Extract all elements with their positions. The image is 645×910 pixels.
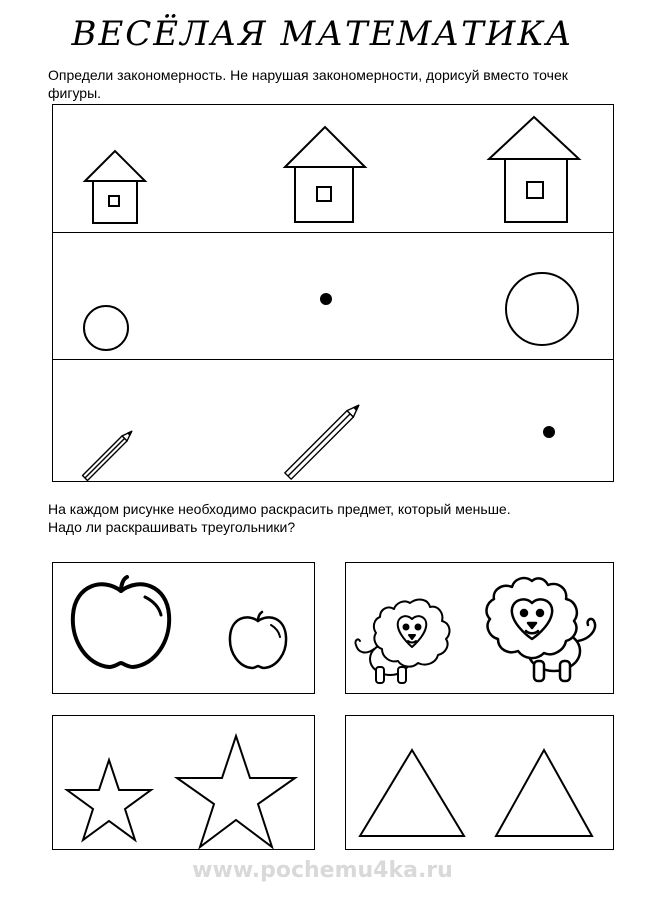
- task-2-line-2: Надо ли раскрашивать треугольники?: [48, 519, 296, 535]
- task-2-instruction: [48, 500, 618, 536]
- compare-box-apples: [52, 562, 315, 694]
- star-small-icon: [67, 760, 151, 840]
- task-1-instruction: Определи закономерность. Не нарушая закономерности, дорисуй вместо точек фигуры.: [48, 67, 568, 101]
- task-2-line-1: На каждом рисунке необходимо раскрасить предмет, который меньше.: [48, 501, 511, 517]
- lion-large-icon: [487, 578, 596, 681]
- page-title: ВЕСЁЛАЯ МАТЕМАТИКА: [71, 14, 574, 54]
- site-watermark: www.pochemu4ka.ru: [192, 858, 453, 883]
- star-large-icon: [177, 736, 295, 847]
- pattern-row-houses: [53, 105, 613, 231]
- placeholder-dot-icon: [543, 426, 555, 438]
- compare-box-stars: [52, 715, 315, 850]
- placeholder-dot-icon: [320, 293, 332, 305]
- lion-small-icon: [355, 600, 449, 683]
- pencil-long-icon: [285, 402, 362, 479]
- pattern-row-pencils: [53, 359, 613, 486]
- triangle-left-icon: [360, 750, 464, 836]
- circle-small-icon: [84, 306, 128, 350]
- pattern-row-circles: [53, 232, 613, 359]
- compare-box-lions: [345, 562, 614, 694]
- circle-large-icon: [506, 273, 578, 345]
- apple-large-icon: [73, 577, 169, 667]
- compare-box-triangles: [345, 715, 614, 850]
- house-medium-icon: [285, 127, 365, 222]
- triangle-right-icon: [496, 750, 592, 836]
- pencil-short-icon: [83, 429, 135, 481]
- apple-small-icon: [230, 612, 286, 668]
- pattern-grid: [52, 104, 614, 482]
- house-small-icon: [85, 151, 145, 223]
- house-large-icon: [489, 117, 579, 222]
